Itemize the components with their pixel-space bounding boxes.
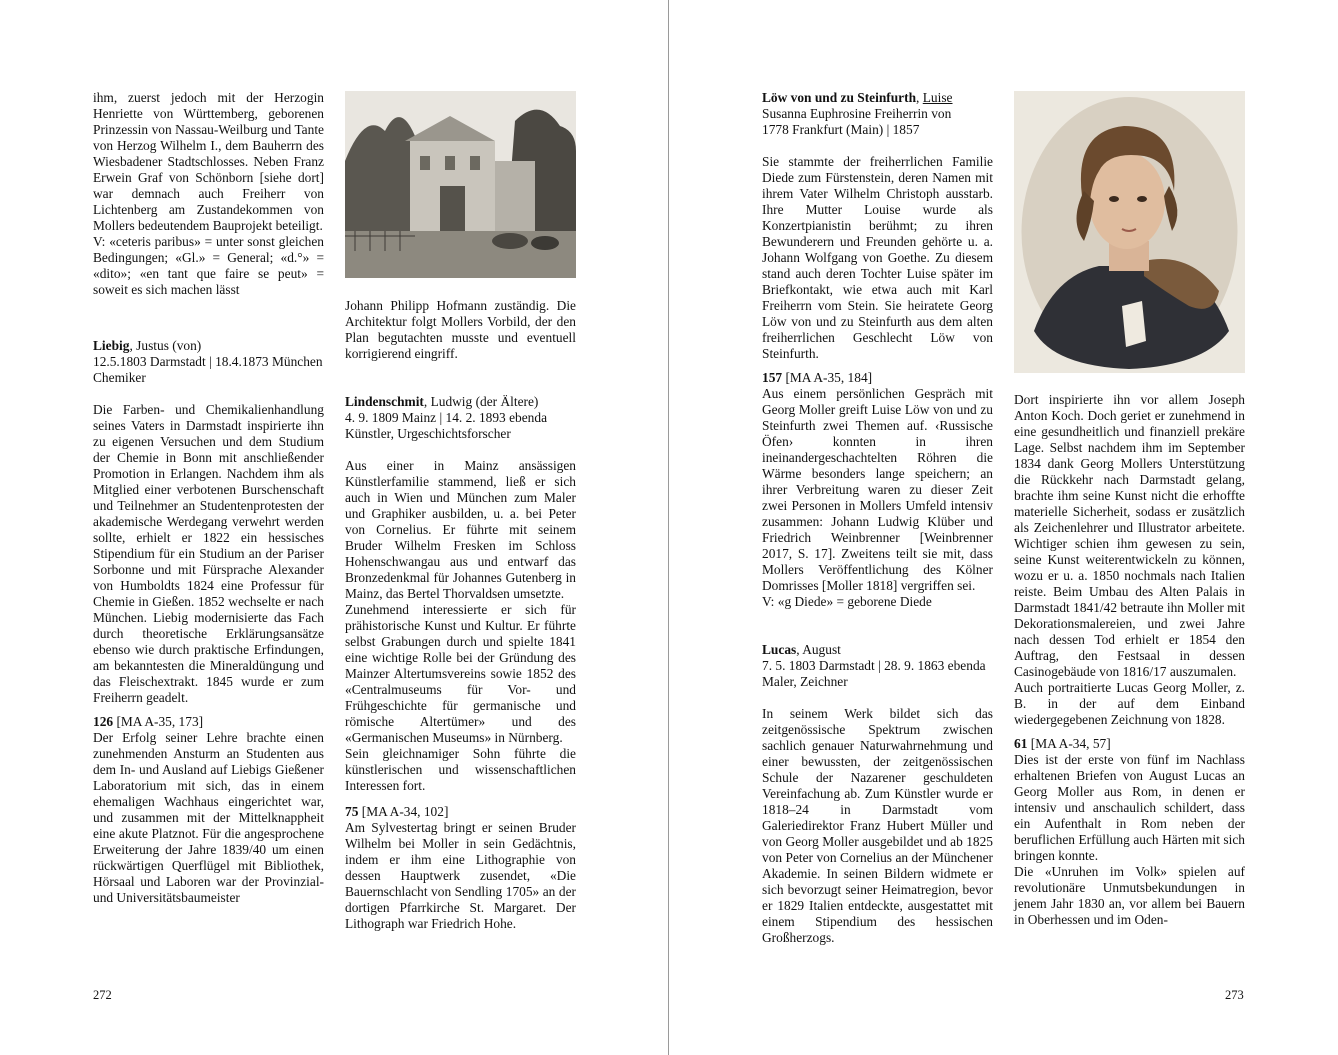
- letter-reference-126: 126 [MA A-35, 173]: [93, 714, 204, 729]
- page-gutter: [668, 0, 669, 1055]
- entry-role: Künstler, Urgeschichtsforscher: [345, 426, 511, 441]
- letter-reference-61: 61 [MA A-34, 57]: [1014, 736, 1111, 751]
- continued-paragraph-2: Auch portraitierte Lucas Georg Moller, z. B. in der auf dem Einband wiedergegebenen Zeichnung von 1828.: [1014, 680, 1245, 727]
- entry-body: Die Farben- und Chemikalienhandlung seines Vaters in Darmstadt inspirierte ihn zu eigenen Versuchen und dem Studium der Chemie in Bonn mit anschließender Promotion in Erlangen. Nachdem ihm als Mitglied einer verbotenen Burschenschaft und Teilnehmer an Studentenprotesten der akademische Werdegang verwehrt werden sollte, erhielt er 1822 ein hessisches Stipendium für ein Studium an der Pariser Sorbonne und mit Fürsprache Alexander von Humboldts 1824 eine Professur für Chemie in Gießen. 1852 wechselte er nach München. Liebig modernisierte das Fach durch theoretische Erklärungsansätze ebenso wie durch praktische Erfindungen, am bekanntesten die Mineraldüngung und das Fleischextrakt. 1845 wurde er zum Freiherrn geadelt.: [93, 402, 324, 705]
- glossary-note: V: «g Diede» = geborene Diede: [762, 594, 932, 609]
- letter-commentary-2: Die «Unruhen im Volk» spielen auf revolutionäre Unmutsbekundungen in jenem Jahr 1830 an, vor allem bei Bauern in Oberhessen und im Oden-: [1014, 864, 1245, 927]
- entry-heading-loew: Löw von und zu Steinfurth, Luise: [762, 90, 953, 105]
- entry-body: In seinem Werk bildet sich das zeitgenössische Spektrum zwischen sachlich genauer Naturwahrnehmung und einer bewussten, der zeitgenössischen Schule der Nazarener geschuldeten Vereinfachung ab. Zum Künstler wurde er 1818–24 in Darmstadt vom Galeriedirektor Franz Hubert Müller und von Georg Moller ausgebildet und ab 1825 von Peter von Cornelius an der Münchener Akademie. In seinen Bildern widmete er sich bevorzugt seiner Heimatregion, bevor er 1829 Italien entdeckte, ausgestattet mit einem Stipendium des hessischen Großherzogs.: [762, 706, 993, 945]
- continued-paragraph-1: Dort inspirierte ihn vor allem Joseph Anton Koch. Doch geriet er zunehmend in eine gesundheitlich und finanziell prekäre Lage. Selbst nachdem ihm im September 1834 dank Georg Mollers Unterstützung die Rückkehr nach Darmstadt gelang, brachte ihm seine Kunst nicht die erhoffte materielle Sicherheit, sodass er zusätzlich als Zeichenlehrer und Illustrator arbeitete. Wichtiger schien ihm gewesen zu sein, seine Kunst weiterentwickeln zu können, wozu er u. a. 1850 nochmals nach Italien reiste. Beim Umbau des Alten Palais in Darmstadt 1841/42 betraute ihn Moller mit Dekorationsmalereien, und zwei Jahre nach dessen Tod erhielt er 1854 den Auftrag, den Festsaal in dessen Casinogebäude von 1816/17 auszumalen.: [1014, 392, 1245, 679]
- left-page-column-1: [93, 90, 324, 906]
- entry-dates: 4. 9. 1809 Mainz | 14. 2. 1893 ebenda: [345, 410, 548, 425]
- entry-body-3: Sein gleichnamiger Sohn führte die künstlerischen und wissenschaftlichen Interessen fort.: [345, 746, 576, 793]
- right-page-column-1: [762, 90, 993, 946]
- entry-role: Maler, Zeichner: [762, 674, 848, 689]
- entry-body-2: Zunehmend interessierte er sich für prähistorische Kunst und Kultur. Er führte selbst Grabungen durch und spielte 1841 eine wichtige Rolle bei der Gründung des Mainzer Altertumsvereins sowie 1852 des «Centralmuseums für Vor- und Frühgeschichte für germanische und römische Altertümer» und des «Germanischen Museums» in Nürnberg.: [345, 602, 576, 745]
- entry-dates: 1778 Frankfurt (Main) | 1857: [762, 122, 920, 137]
- entry-heading-lucas: Lucas, August: [762, 642, 841, 657]
- letter-commentary: Aus einem persönlichen Gespräch mit Georg Moller greift Luise Löw von und zu Steinfurth zwei Themen auf. ‹Russische Öfen› konnten in ihren ineinandergeschachtelten Röhren die Wärme besonders lange speichern; an ihrer Verbreitung waren zu dieser Zeit zwei Personen in Mollers Umfeld intensiv zusammen: Johann Ludwig Klüber und Friedrich Weinbrenner [Weinbrenner 2017, S. 17]. Zweitens teilt sie mit, dass Mollers Veröffentlichung des Kölner Domrisses [Moller 1818] vergriffen sei.: [762, 386, 993, 593]
- entry-body-1: Aus einer in Mainz ansässigen Künstlerfamilie stammend, ließ er sich auch in Wien und München zum Maler und Graphiker ausbilden, u. a. bei Peter von Cornelius. Er führte mit seinem Bruder Wilhelm Fresken im Schloss Hohenschwangau aus und entwarf das Bronzedenkmal für Johannes Gutenberg in Mainz, das Bertel Thorvaldsen umsetzte.: [345, 458, 576, 601]
- letter-commentary-1: Dies ist der erste von fünf im Nachlass erhaltenen Briefen von August Lucas an Georg Moller aus Rom, in denen er intensiv und anschaulich schildert, dass ein Aufenthalt in Rom neben der beruflichen Erfüllung auch Härten mit sich bringen konnte.: [1014, 752, 1245, 863]
- letter-reference-157: 157 [MA A-35, 184]: [762, 370, 873, 385]
- glossary-note: V: «ceteris paribus» = unter sonst gleichen Bedingungen; «Gl.» = General; «d.°» = «dito»; «en tant que faire se peut» = soweit es sich machen lässt: [93, 234, 324, 297]
- letter-reference-75: 75 [MA A-34, 102]: [345, 804, 449, 819]
- intro-paragraph: ihm, zuerst jedoch mit der Herzogin Henriette von Württemberg, geborenen Prinzessin von Nassau-Weilburg und Tante von Herzog Wilhelm I., dem Bauherrn des Wiesbadener Stadtschlosses. Neben Franz Erwein Graf von Schönborn [siehe dort] war demnach auch Freiherr von Lichtenberg am Zustandekommen von Mollers bedeutendem Bauprojekt beteiligt.: [93, 90, 324, 233]
- entry-heading-lindenschmit: Lindenschmit, Ludwig (der Ältere): [345, 394, 539, 409]
- page-number-left: 272: [93, 988, 112, 1002]
- portrait-image: [1014, 91, 1245, 373]
- entry-dates: 12.5.1803 Darmstadt | 18.4.1873 München: [93, 354, 323, 369]
- right-page-column-2: [1014, 392, 1245, 928]
- entry-heading-liebig: Liebig, Justus (von): [93, 338, 202, 353]
- letter-commentary: Am Sylvestertag bringt er seinen Bruder Wilhelm bei Moller in sein Gedächtnis, indem er ihm eine Lithographie von dessen Hauptwerk zusendet, «Die Bauernschlacht von Sendling 1705» an der dortigen Pfarrkirche St. Margaret. Der Lithograph war Friedrich Hohe.: [345, 820, 576, 931]
- entry-role: Chemiker: [93, 370, 146, 385]
- entry-fullname: Susanna Euphrosine Freiherrin von: [762, 106, 952, 121]
- lithograph-building-illustration: [345, 91, 576, 278]
- portrait-young-man-illustration: [1014, 91, 1245, 373]
- lithograph-image: [345, 91, 576, 278]
- page-number-right: 273: [1225, 988, 1244, 1002]
- left-page-column-2: [345, 298, 576, 932]
- letter-commentary: Der Erfolg seiner Lehre brachte einen zunehmenden Ansturm an Studenten aus dem In- und Ausland auf Liebigs Gießener Laboratorium mit sich, das in einem ehemaligen Wachhaus eingerichtet war, und zusammen mit der Mittelknappheit eine akute Platznot. Für die angesprochene Erweiterung der Jahre 1839/40 um einen rückwärtigen Querflügel mit Bibliothek, Hörsaal und Laboren war der Provinzial- und Universitätsbaumeister: [93, 730, 324, 905]
- entry-dates: 7. 5. 1803 Darmstadt | 28. 9. 1863 ebenda: [762, 658, 986, 673]
- continued-paragraph: Johann Philipp Hofmann zuständig. Die Architektur folgt Mollers Vorbild, der den Plan begutachten musste und eventuell korrigierend eingriff.: [345, 298, 576, 361]
- entry-body: Sie stammte der freiherrlichen Familie Diede zum Fürstenstein, deren Namen mit ihrem Vater Wilhelm Christoph ausstarb. Ihre Mutter Louise wurde als Konzertpianistin berühmt; zu ihren Bewunderern und Freunden gehörte u. a. Johann Wolfgang von Goethe. Zu diesem stand auch deren Tochter Luise später im Briefkontakt, wie etwa auch mit Karl Freiherrn vom Stein. Sie heiratete Georg Löw von und zu Steinfurth aus dem alten freiherrlichen Geschlecht Löw von Steinfurth.: [762, 154, 993, 361]
